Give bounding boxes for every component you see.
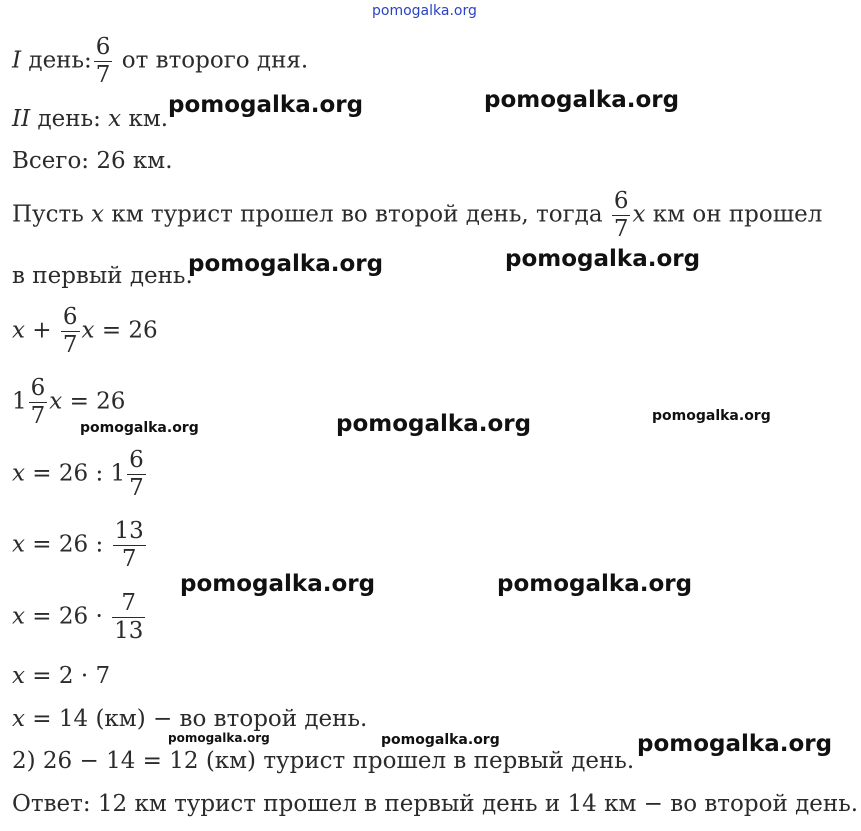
- variable: x: [108, 106, 122, 132]
- numerator: 6: [30, 375, 46, 401]
- line-let: [12, 190, 822, 241]
- text: км.: [121, 106, 169, 132]
- fraction: [61, 306, 80, 357]
- roman-numeral: II: [12, 106, 31, 132]
- denominator: 7: [30, 403, 46, 429]
- fraction: [112, 592, 145, 643]
- equation-2: [12, 377, 125, 428]
- text: +: [24, 317, 59, 344]
- answer: Ответ: 12 км турист прошел в первый день и 14 км − во второй день.: [12, 791, 859, 817]
- variable: x: [12, 663, 25, 689]
- variable: x: [12, 706, 25, 732]
- watermark: pomogalka.org: [484, 87, 680, 113]
- denominator: 7: [62, 332, 78, 358]
- variable: x: [81, 317, 95, 344]
- text: день:: [30, 106, 109, 132]
- text: = 26 :: [24, 531, 111, 558]
- denominator: 13: [114, 618, 144, 644]
- watermark: pomogalka.org: [168, 731, 270, 745]
- line-day-two: [12, 108, 168, 131]
- numerator: 6: [129, 447, 144, 473]
- fraction: [127, 449, 146, 500]
- text: = 26 ·: [24, 603, 111, 630]
- text: = 26: [62, 388, 126, 415]
- denominator: 7: [95, 62, 111, 88]
- equation-6: [12, 665, 110, 688]
- text: день:: [21, 47, 92, 74]
- line-first-day: в первый день.: [12, 263, 193, 289]
- equation-7: [12, 708, 367, 731]
- variable: x: [12, 317, 25, 344]
- text: от второго дня.: [114, 47, 309, 74]
- watermark: pomogalka.org: [336, 411, 532, 437]
- denominator: 7: [129, 475, 144, 501]
- text: = 26: [94, 317, 158, 344]
- text: = 26 : 1: [24, 460, 126, 487]
- watermark-top[interactable]: pomogalka.org: [372, 3, 477, 19]
- variable: x: [12, 460, 25, 487]
- watermark: pomogalka.org: [637, 731, 833, 757]
- equation-5: [12, 592, 147, 643]
- variable: x: [49, 388, 63, 415]
- watermark: pomogalka.org: [381, 732, 500, 748]
- fraction: [29, 377, 48, 428]
- watermark: pomogalka.org: [80, 420, 199, 436]
- step-2: 2) 26 − 14 = 12 (км) турист прошел в первый день.: [12, 748, 635, 774]
- text: км турист прошел во второй день, тогда: [104, 201, 610, 228]
- numerator: 6: [62, 304, 78, 330]
- variable: x: [12, 603, 25, 630]
- line-day-one: [12, 36, 308, 87]
- numerator: 7: [112, 592, 145, 618]
- watermark: pomogalka.org: [180, 571, 376, 597]
- denominator: 7: [613, 216, 629, 242]
- watermark: pomogalka.org: [505, 246, 701, 272]
- variable: x: [91, 201, 105, 228]
- equation-4: [12, 520, 148, 571]
- numerator: 13: [114, 518, 144, 544]
- watermark: pomogalka.org: [652, 408, 771, 424]
- text: 1: [12, 388, 27, 415]
- fraction: [612, 190, 631, 241]
- watermark: pomogalka.org: [188, 251, 384, 277]
- equation-1: [12, 306, 158, 357]
- denominator: 7: [121, 546, 137, 572]
- line-total: Всего: 26 км.: [12, 148, 173, 174]
- text: км он прошел: [645, 201, 823, 228]
- roman-numeral: I: [12, 47, 22, 74]
- fraction: [113, 520, 146, 571]
- watermark: pomogalka.org: [497, 571, 693, 597]
- text: = 2 · 7: [24, 663, 111, 689]
- variable: x: [632, 201, 646, 228]
- fraction: [94, 36, 113, 87]
- numerator: 6: [95, 34, 111, 60]
- text: Пусть: [12, 201, 92, 228]
- numerator: 6: [613, 188, 629, 214]
- variable: x: [12, 531, 25, 558]
- text: = 14 (км) − во второй день.: [24, 706, 368, 732]
- watermark: pomogalka.org: [168, 92, 364, 118]
- equation-3: [12, 449, 148, 500]
